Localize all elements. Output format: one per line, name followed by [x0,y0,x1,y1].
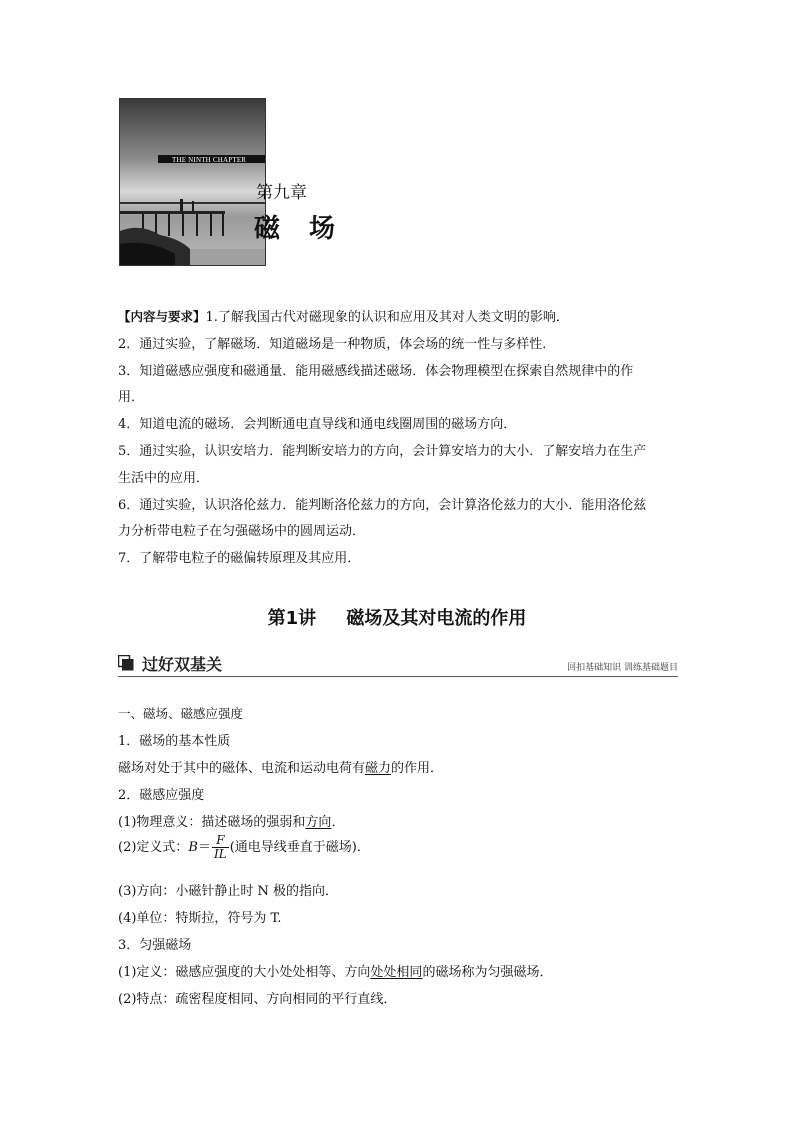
chapter-number: 第九章 [256,183,307,203]
lecture-heading [0,604,794,630]
answer-underlined: 处处相同 [370,965,423,980]
chapter-cover-image [119,98,266,266]
subheading-induction: 2．磁感应强度 [118,788,205,803]
requirement-line: 7．了解带电粒子的磁偏转原理及其应用． [118,551,361,567]
pier-photo [120,99,266,266]
requirements-block [118,304,680,573]
text-basic-property: 磁场对处于其中的磁体、电流和运动电荷有磁力的作用． [118,761,444,776]
requirements-tag: 【内容与要求】 [118,309,206,324]
requirement-line: 【内容与要求】1.了解我国古代对磁现象的认识和应用及其对人类文明的影响． [118,309,569,325]
section-title: 过好双基关 [142,655,223,674]
requirement-line: 用． [118,390,145,406]
lecture-title: 磁场及其对电流的作用 [346,608,527,629]
text-physical-meaning: (1)物理意义：描述磁场的强弱和方向． [118,815,345,830]
section-subtitle: 回扣基础知识 训练基础题目 [567,663,678,673]
subheading-uniform-field: 3．匀强磁场 [118,938,192,953]
heading-magnetic-field: 一、磁场、磁感应强度 [118,706,244,721]
cover-english-title: THE NINTH CHAPTER [172,156,247,164]
requirement-line: 4．知道电流的磁场．会判断通电直导线和通电线圈周围的磁场方向． [118,417,517,433]
text-direction: (3)方向：小磁针静止时 N 极的指向． [118,884,339,899]
answer-underlined: 方向 [305,815,332,830]
lecture-number: 第1讲 [267,608,317,629]
requirement-line: 生活中的应用． [118,470,210,486]
chapter-title: 磁 场 [254,214,346,244]
requirement-line: 力分析带电粒子在匀强磁场中的圆周运动． [118,524,366,540]
formula-fraction: $\frac{F}{IL}$ [214,833,227,861]
requirement-line: 6．通过实验，认识洛伦兹力．能判断洛伦兹力的方向，会计算洛伦兹力的大小．能用洛伦兹 [118,497,647,513]
subheading-basic-property: 1．磁场的基本性质 [118,734,231,749]
formula-variable: B [188,840,198,855]
section-square-icon [118,655,134,671]
requirement-line: 2．通过实验，了解磁场．知道磁场是一种物质，体会场的统一性与多样性． [118,336,556,352]
text-unit: (4)单位：特斯拉，符号为 T. [118,911,282,926]
requirement-line: 3．知道磁感应强度和磁通量．能用磁感线描述磁场．体会物理模型在探索自然规律中的作 [118,363,634,379]
text-definition-formula: (2)定义式：B＝ $\frac{F}{IL}$ (通电导线垂直于磁场)． [118,833,370,861]
answer-underlined: 磁力 [365,761,392,776]
section-header [118,652,678,677]
text-uniform-feature: (2)特点：疏密程度相同、方向相同的平行直线． [118,992,397,1007]
requirement-line: 5．通过实验，认识安培力．能判断安培力的方向，会计算安培力的大小．了解安培力在生产 [118,443,647,459]
text-uniform-definition: (1)定义：磁感应强度的大小处处相等、方向处处相同的磁场称为匀强磁场． [118,965,553,980]
